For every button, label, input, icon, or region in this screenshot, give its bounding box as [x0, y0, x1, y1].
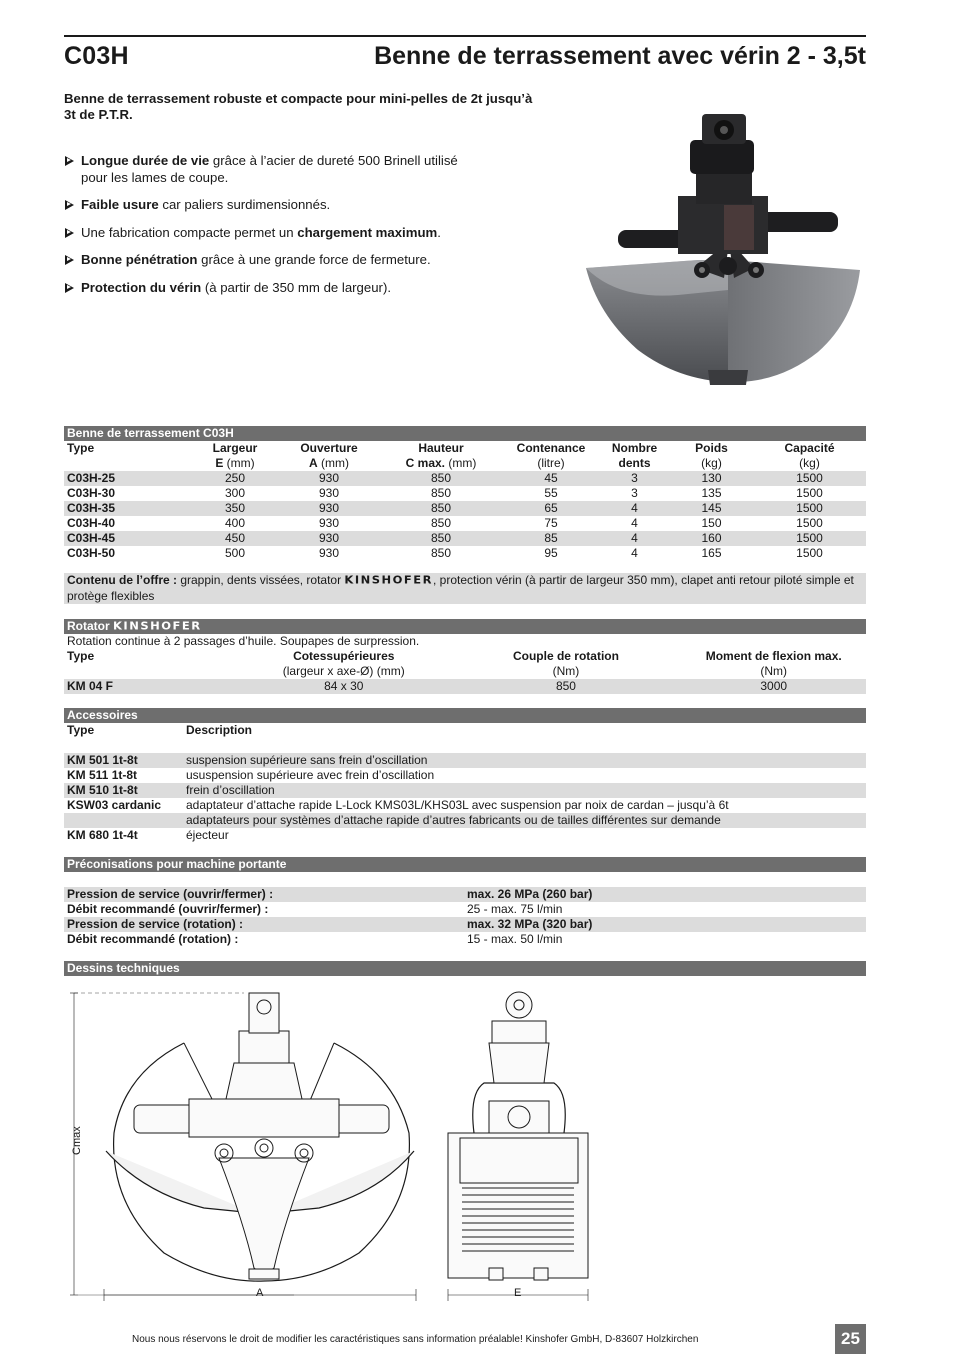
intro-text: Benne de terrassement robuste et compacte pour mini-pelles de 2t jusqu’à 3t de P.T.R.: [64, 91, 533, 122]
table-cell: 850: [430, 501, 452, 515]
cell-parameter: Débit recommandé (ouvrir/fermer) :: [67, 902, 269, 916]
table-cell: 850: [430, 486, 452, 500]
unit-width: E (mm): [215, 456, 255, 470]
table-cell: 930: [318, 516, 340, 530]
cell-type: C03H-50: [67, 546, 116, 560]
machine-recommendations: [64, 857, 866, 947]
table-cell: 300: [224, 486, 246, 500]
cell-value: 25 - max. 75 l/min: [467, 902, 563, 916]
section-header: Accessoires: [64, 708, 866, 723]
product-code: C03H: [64, 42, 129, 70]
table-row: [64, 813, 866, 828]
feature-list: [64, 153, 484, 307]
table-row: [64, 516, 866, 531]
table-cell: 75: [544, 516, 558, 530]
spacer-row: [64, 738, 866, 753]
cell-type: C03H-40: [67, 516, 116, 530]
table-cell: 1500: [796, 531, 823, 545]
unit-load: (kg): [799, 456, 820, 470]
cell-description: adaptateur d’attache rapide L-Lock KMS03L/KHS03L avec suspension par noix de cardan – jusqu’à 6t: [186, 798, 729, 812]
table-row: [64, 768, 866, 783]
feature-item: Protection du vérin (à partir de 350 mm de largeur).: [64, 280, 484, 297]
table-cell: 500: [224, 546, 246, 560]
technical-drawings-header: [64, 961, 866, 976]
header-weight: Poids: [695, 441, 728, 455]
unit-volume: (litre): [537, 456, 565, 470]
product-photo: [578, 100, 868, 400]
dimension-label-e: E: [514, 1287, 522, 1299]
cell-value: max. 32 MPa (320 bar): [467, 917, 593, 931]
table-cell: 930: [318, 546, 340, 560]
cell-value: 15 - max. 50 l/min: [467, 932, 563, 946]
cell-type: C03H-35: [67, 501, 116, 515]
cell-type: KM 510 1t-8t: [67, 783, 138, 797]
table-cell: 4: [631, 531, 638, 545]
header-type: Type: [67, 441, 95, 455]
table-header-row: Type Cotessupérieures Couple de rotation Moment de flexion max.: [67, 649, 842, 663]
table-row: [64, 932, 866, 947]
table-header-row: [64, 441, 866, 456]
rotator-table: [64, 619, 866, 694]
kinshofer-logo: KINSHOFER: [113, 619, 202, 633]
accessories-table: [64, 708, 866, 843]
page-title: Benne de terrassement avec vérin 2 - 3,5t: [374, 42, 866, 70]
section-header: Rotator KINSHOFER: [64, 619, 866, 634]
table-cell: 145: [701, 501, 722, 515]
feature-item: Bonne pénétration grâce à une grande force de fermeture.: [64, 252, 484, 269]
table-row: [64, 471, 866, 486]
table-cell: 450: [224, 531, 246, 545]
cell-value: max. 26 MPa (260 bar): [467, 887, 593, 901]
table-header-row: Type Description: [67, 723, 253, 737]
table-cell: 4: [631, 546, 638, 560]
table-row: [64, 531, 866, 546]
cell-description: frein d’oscillation: [186, 783, 275, 797]
header-height: Hauteur: [418, 441, 464, 455]
table-cell: 3: [631, 471, 638, 485]
table-row: [64, 546, 866, 561]
table-cell: 1500: [796, 516, 823, 530]
table-cell: 135: [701, 486, 722, 500]
cell-parameter: Débit recommandé (rotation) :: [67, 932, 239, 946]
cell-type: C03H-25: [67, 471, 116, 485]
table-cell: 165: [701, 546, 722, 560]
unit-weight: (kg): [701, 456, 722, 470]
triangle-bullet-icon: [65, 283, 74, 293]
header-teeth: Nombre: [611, 441, 658, 455]
table-cell: 850: [430, 471, 452, 485]
table-cell: 150: [701, 516, 722, 530]
table-row: [64, 501, 866, 516]
header-opening: Ouverture: [300, 441, 358, 455]
offer-label: Contenu de l’offre :: [67, 573, 177, 587]
table-cell: 1500: [796, 471, 823, 485]
table-cell: 95: [544, 546, 558, 560]
footer-note: Nous nous réservons le droit de modifier les caractéristiques sans information préalable! Kinshofer GmbH, D-83607 Holzkirchen: [132, 1334, 699, 1345]
table-cell: 4: [631, 501, 638, 515]
feature-item: Longue durée de vie grâce à l’acier de dureté 500 Brinell utilisé pour les lames de coupe.: [64, 153, 484, 186]
cell-description: suspension supérieure sans frein d’oscillation: [186, 753, 428, 767]
table-row: [64, 783, 866, 798]
cell-type: KM 501 1t-8t: [67, 753, 138, 767]
cell-description: éjecteur: [186, 828, 229, 842]
offer-text-b: , protection vérin (à partir de largeur 350 mm), clapet anti retour piloté simple et protège flexibles: [67, 573, 854, 603]
cell-parameter: Pression de service (ouvrir/fermer) :: [67, 887, 274, 901]
technical-drawings: [64, 983, 866, 1313]
table-cell: 45: [544, 471, 558, 485]
cell-type: [64, 813, 186, 828]
table-unit-row: [64, 456, 866, 471]
page-number: 25: [835, 1324, 866, 1354]
table-row: [64, 798, 866, 813]
dimension-label-cmax: Cmax: [71, 1126, 83, 1155]
table-cell: 3: [631, 486, 638, 500]
unit-teeth: dents: [618, 456, 651, 470]
table-cell: 250: [224, 471, 246, 485]
table-cell: 55: [544, 486, 558, 500]
table-cell: 930: [318, 531, 340, 545]
unit-height: C max. (mm): [405, 456, 477, 470]
triangle-bullet-icon: [65, 200, 74, 210]
triangle-bullet-icon: [65, 156, 74, 166]
offer-text-a: grappin, dents vissées, rotator: [177, 573, 345, 587]
table-cell: 4: [631, 516, 638, 530]
table-cell: 930: [318, 471, 340, 485]
header-capacity-load: Capacité: [784, 441, 835, 455]
cell-type: KSW03 cardanic: [67, 798, 162, 812]
cell-type: KM 511 1t-8t: [67, 768, 138, 782]
table-row: [64, 887, 866, 902]
triangle-bullet-icon: [65, 228, 74, 238]
table-cell: 850: [430, 516, 452, 530]
table-cell: 930: [318, 486, 340, 500]
table-row: KM 04 F 84 x 30 850 3000: [64, 679, 866, 694]
unit-opening: A (mm): [309, 456, 349, 470]
table-cell: 400: [224, 516, 246, 530]
cell-description: adaptateurs pour systèmes d’attache rapide d’autres fabricants ou de tailles différentes sur demande: [186, 813, 721, 827]
cell-parameter: Pression de service (rotation) :: [67, 917, 244, 931]
table-cell: 850: [430, 531, 452, 545]
feature-item: Une fabrication compacte permet un chargement maximum.: [64, 225, 484, 242]
kinshofer-logo: KINSHOFER: [344, 573, 433, 587]
section-header: Benne de terrassement C03H: [64, 426, 866, 441]
table-row: [64, 917, 866, 932]
header-capacity-volume: Contenance: [516, 441, 586, 455]
triangle-bullet-icon: [65, 255, 74, 265]
table-row: [64, 486, 866, 501]
table-cell: 160: [701, 531, 722, 545]
cell-type: C03H-45: [67, 531, 116, 545]
table-cell: 1500: [796, 501, 823, 515]
feature-item: Faible usure car paliers surdimensionnés.: [64, 197, 484, 214]
section-header: Préconisations pour machine portante: [64, 857, 866, 872]
cell-description: ususpension supérieure avec frein d’oscillation: [186, 768, 435, 782]
header-rule: [64, 35, 866, 37]
spacer-row: [64, 872, 866, 887]
cell-type: KM 680 1t-4t: [67, 828, 138, 842]
cell-type: C03H-30: [67, 486, 116, 500]
table-cell: 1500: [796, 486, 823, 500]
side-view-drawing: [448, 992, 588, 1301]
offer-contents: [64, 573, 866, 604]
table-cell: 930: [318, 501, 340, 515]
bucket-spec-table: [64, 426, 866, 561]
table-cell: 130: [701, 471, 722, 485]
section-header: Dessins techniques: [64, 961, 866, 976]
dimension-label-a: A: [256, 1287, 264, 1299]
table-cell: 1500: [796, 546, 823, 560]
table-unit-row: (largeur x axe-Ø) (mm) (Nm) (Nm): [282, 664, 788, 678]
front-view-drawing: [70, 993, 416, 1301]
table-cell: 850: [430, 546, 452, 560]
table-cell: 350: [224, 501, 246, 515]
rotator-description: Rotation continue à 2 passages d’huile. Soupapes de surpression.: [67, 634, 420, 648]
table-cell: 85: [544, 531, 558, 545]
table-row: [64, 902, 866, 917]
table-row: [64, 828, 866, 843]
table-row: [64, 753, 866, 768]
table-cell: 65: [544, 501, 558, 515]
header-width: Largeur: [212, 441, 258, 455]
